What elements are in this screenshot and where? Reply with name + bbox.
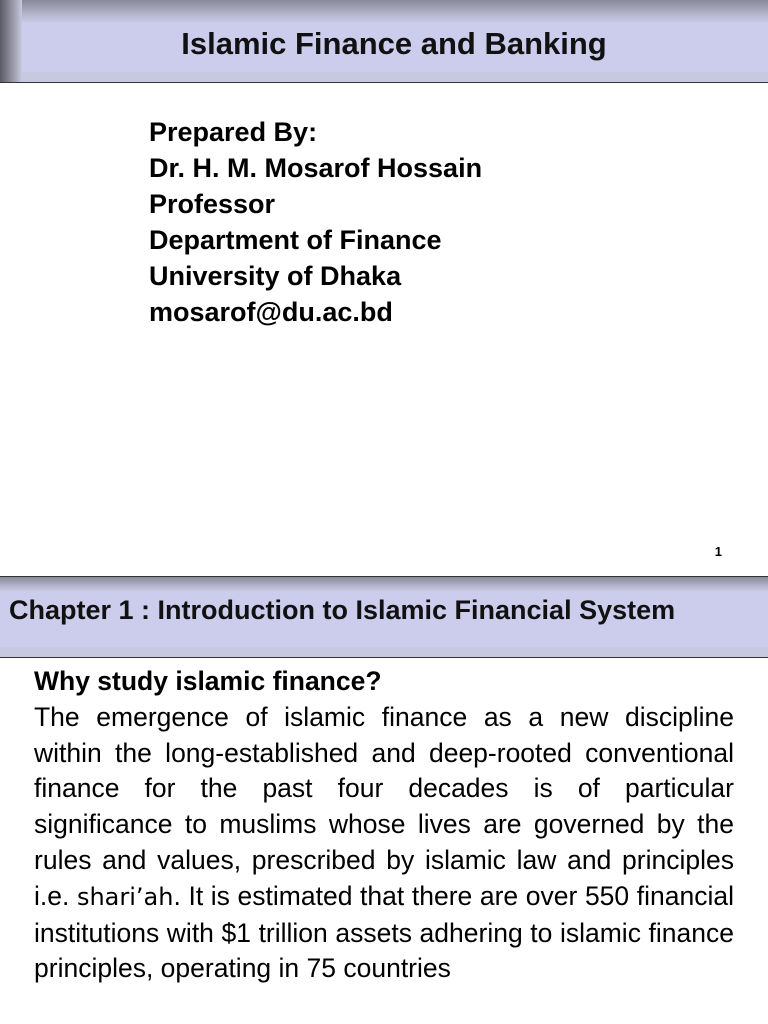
paragraph-text-2: . It is estimated that there are over 550 financial institutions with $1 trillion assets adhering to islamic finance principles, operating in 75 countries (34, 880, 734, 984)
page-number: 1 (714, 544, 722, 559)
author-block (149, 114, 482, 330)
author-name: Dr. H. M. Mosarof Hossain (149, 153, 483, 183)
body-paragraph (34, 700, 734, 987)
paragraph-text-1: The emergence of islamic finance as a new discipline within the long-established and deep-rooted conventional finance for the past four decades is of particular significance to muslims whose lives are governed by the rules and values, prescribed by islamic law and principles i.e. (34, 701, 734, 911)
prepared-by-label: Prepared By: (149, 117, 318, 147)
chapter-title: Chapter 1 : Introduction to Islamic Financial System (9, 595, 676, 625)
author-department: Department of Finance (149, 225, 442, 255)
author-title: Professor (149, 189, 276, 219)
section-heading: Why study islamic finance? (34, 666, 382, 696)
slide-body (34, 664, 734, 987)
slide-title: Islamic Finance and Banking (181, 26, 607, 61)
chapter-title-bar-shade (0, 577, 768, 591)
author-email: mosarof@du.ac.bd (149, 297, 393, 327)
author-university: University of Dhaka (149, 261, 402, 291)
chapter-title-bar (0, 576, 768, 658)
shariah-term: shari’ah (76, 882, 174, 911)
title-bar-shade (0, 0, 768, 22)
slide-2 (0, 576, 768, 1024)
title-bar (0, 0, 768, 83)
